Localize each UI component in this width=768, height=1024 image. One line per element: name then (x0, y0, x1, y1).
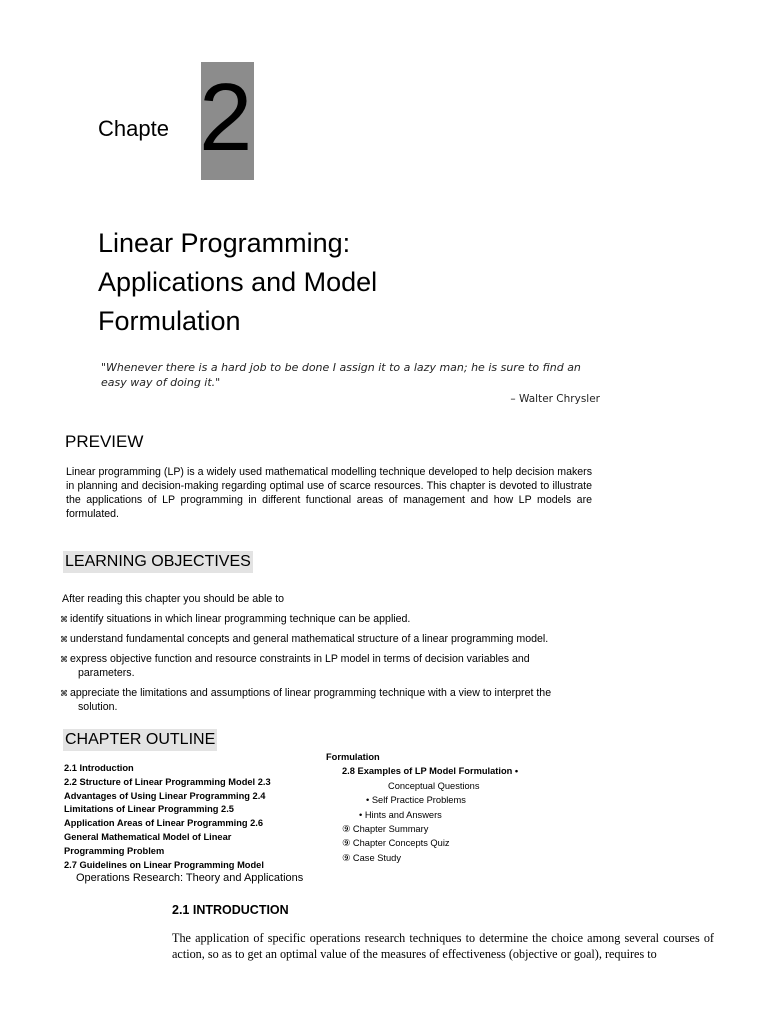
learning-objectives-list (60, 612, 600, 720)
bullet-icon: ⌘ (60, 615, 68, 624)
outline-line: Limitations of Linear Programming 2.5 (64, 804, 234, 815)
chapter-label: Chapte (98, 116, 169, 141)
bullet-icon: ⌘ (60, 655, 68, 664)
outline-line: • Hints and Answers (359, 809, 442, 820)
list-item (60, 686, 600, 714)
outline-line: Programming Problem (64, 845, 165, 856)
outline-line: ⑨ Chapter Summary (342, 824, 429, 835)
list-item (60, 612, 600, 626)
running-footer: Operations Research: Theory and Applications (76, 872, 304, 884)
chapter-outline-left-column (64, 762, 314, 872)
bullet-icon: ⌘ (60, 689, 68, 698)
outline-line: • Self Practice Problems (366, 795, 466, 806)
outline-line: 2.1 Introduction (64, 763, 134, 773)
outline-line: 2.2 Structure of Linear Programming Model 2.3 (64, 776, 271, 787)
chapter-outline-heading: CHAPTER OUTLINE (63, 729, 217, 751)
learning-objectives-heading: LEARNING OBJECTIVES (63, 551, 253, 573)
chapter-title-line: Applications and Model (98, 267, 378, 297)
chapter-title (98, 224, 558, 341)
outline-line: 2.7 Guidelines on Linear Programming Model (64, 859, 264, 870)
chapter-number: 2 (199, 64, 251, 171)
list-item-text: understand fundamental concepts and general mathematical structure of a linear programming model. (70, 633, 549, 645)
list-item-text: express objective function and resource constraints in LP model in terms of decision variables and (70, 653, 530, 665)
preview-paragraph: Linear programming (LP) is a widely used mathematical modelling technique developed to help decision makers in planning and decision-making regarding optimal use of scarce resources. This chapter is devoted to illustrate the applications of LP programming in different functional areas of management and how LP models are formulated. (66, 466, 592, 520)
list-item-continuation: solution. (78, 701, 118, 713)
introduction-paragraph: The application of specific operations research techniques to determine the choice among several courses of action, so as to get an optimal value of the measures of effectiveness (objective or goal), requires to (172, 931, 714, 961)
list-item-continuation: parameters. (78, 667, 135, 679)
chapter-title-line: Linear Programming: (98, 228, 351, 258)
introduction-heading: 2.1 INTRODUCTION (172, 903, 289, 917)
outline-line: Advantages of Using Linear Programming 2.4 (64, 790, 266, 801)
outline-line: Formulation (326, 752, 380, 762)
epigraph-author: – Walter Chrysler (510, 393, 600, 405)
list-item-text: appreciate the limitations and assumptions of linear programming technique with a view to interpret the (70, 687, 552, 699)
chapter-outline-right-column (326, 750, 586, 865)
outline-line: General Mathematical Model of Linear (64, 831, 232, 842)
preview-heading: PREVIEW (65, 432, 144, 451)
epigraph-quote: "Whenever there is a hard job to be done I assign it to a lazy man; he is sure to find an easy way of doing it." (101, 361, 581, 389)
outline-line: Conceptual Questions (388, 780, 480, 791)
outline-line: ⑨ Chapter Concepts Quiz (342, 838, 450, 849)
list-item (60, 632, 600, 646)
outline-line: 2.8 Examples of LP Model Formulation • (342, 766, 519, 777)
chapter-title-line: Formulation (98, 306, 241, 336)
bullet-icon: ⌘ (60, 635, 68, 644)
list-item (60, 652, 600, 680)
outline-line: ⑨ Case Study (342, 852, 401, 863)
outline-line: Application Areas of Linear Programming 2.6 (64, 818, 264, 829)
learning-objectives-intro: After reading this chapter you should be able to (62, 593, 285, 605)
list-item-text: identify situations in which linear programming technique can be applied. (70, 613, 411, 625)
